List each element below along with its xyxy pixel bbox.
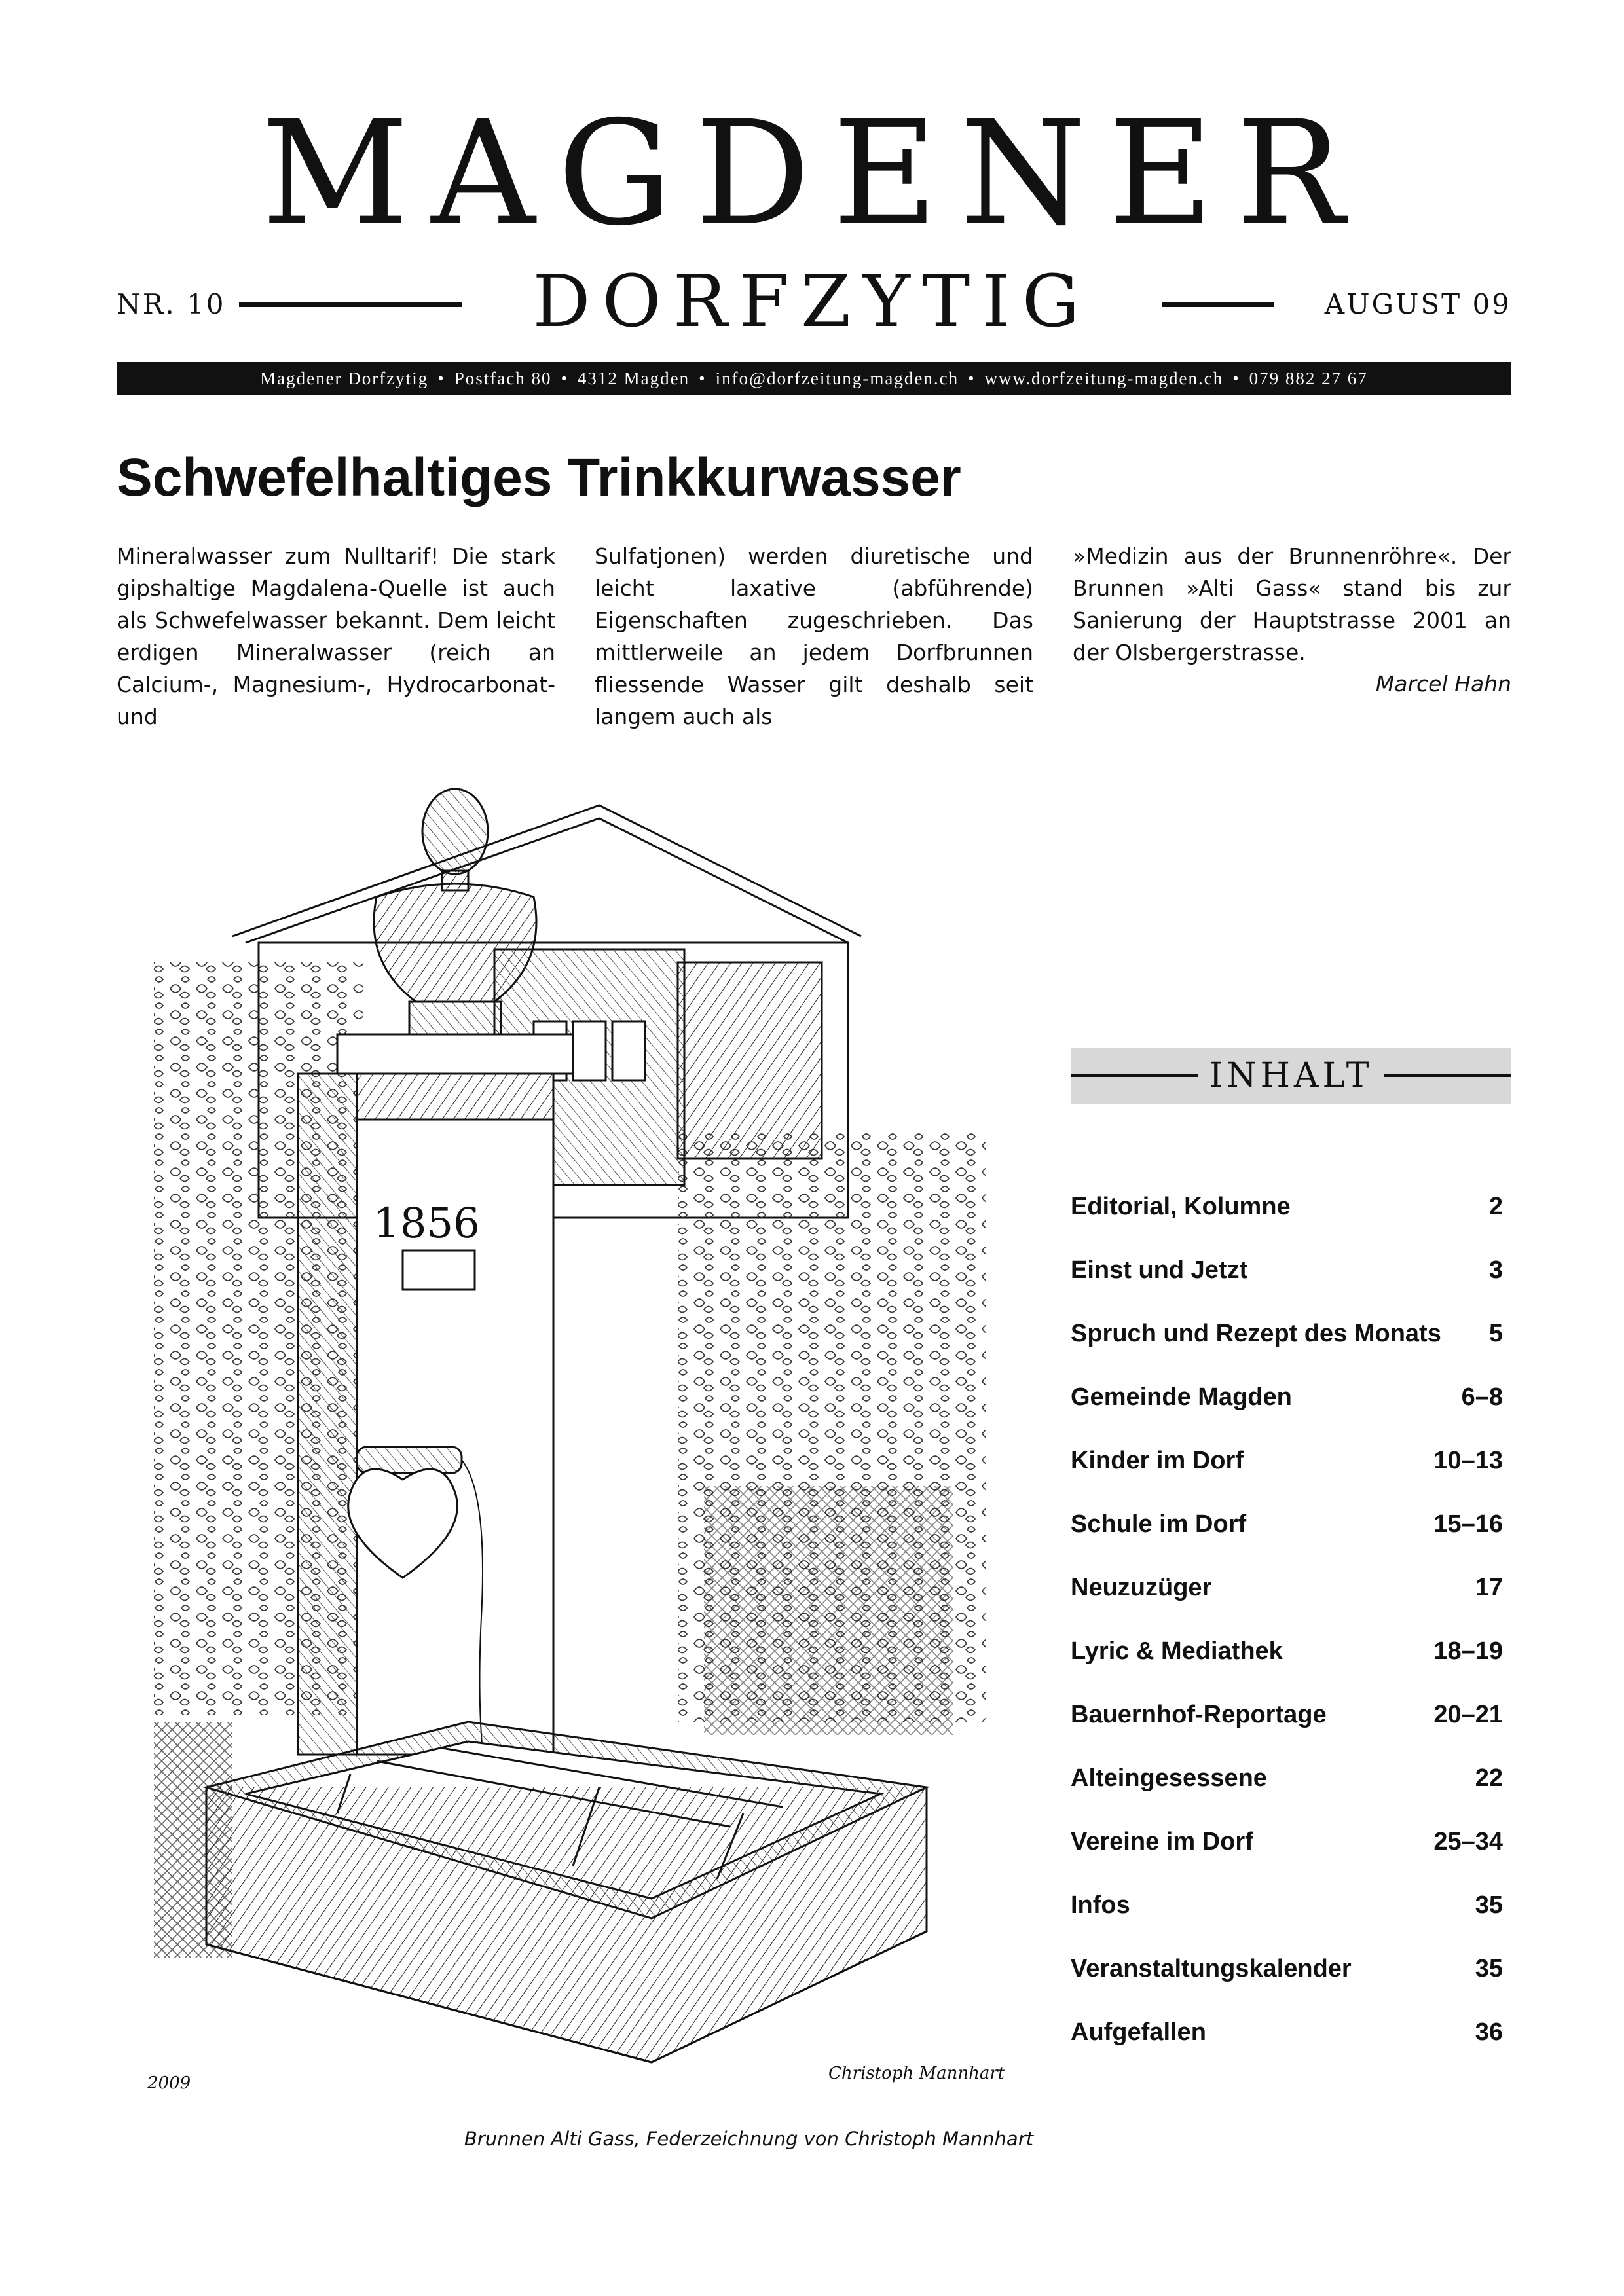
separator-dot: •	[561, 369, 568, 388]
separator-dot: •	[1232, 369, 1240, 388]
article-column-1: Mineralwasser zum Nulltarif! Die stark gipshaltige Magdalena-Quelle ist auch als Schwefelwasser bekannt. Dem leicht erdigen Mineralwasser (reich an Calcium-, Magnesium-, Hydrocarbonat- und	[117, 543, 555, 729]
contact-bar	[117, 362, 1511, 395]
drawing-signature: Christoph Mannhart	[828, 2064, 1005, 2083]
article-column-3: »Medizin aus der Brunnenröhre«. Der Brunnen »Alti Gass« stand bis zur Sanierung der Hauptstrasse 2001 an der Olsbergerstrasse.	[1073, 543, 1511, 665]
masthead-subtitle: DORFZYTIG	[532, 259, 1092, 343]
toc-item[interactable]: Gemeinde Magden 6–8	[1071, 1383, 1503, 1411]
contact-email-link[interactable]: info@dorfzeitung-magden.ch	[715, 369, 959, 388]
toc-item[interactable]: Alteingesessene 22	[1071, 1764, 1503, 1792]
toc-item[interactable]: Aufgefallen 36	[1071, 2018, 1503, 2046]
issue-date: AUGUST 09	[1324, 288, 1511, 320]
inhalt-heading: INHALT	[1071, 1048, 1511, 1104]
toc-item[interactable]: Spruch und Rezept des Monats 5	[1071, 1320, 1503, 1347]
contact-phone: 079 882 27 67	[1249, 369, 1368, 388]
article-headline: Schwefelhaltiges Trinkkurwasser	[117, 448, 961, 507]
fountain-pillar	[298, 1074, 553, 1755]
inhalt-heading-box	[1071, 1048, 1511, 1104]
fountain-basin	[206, 1722, 927, 2062]
separator-dot: •	[968, 369, 976, 388]
toc-item[interactable]: Infos 35	[1071, 1891, 1503, 1919]
separator-dot: •	[699, 369, 707, 388]
toc-item[interactable]: Veranstaltungskalender 35	[1071, 1955, 1503, 1982]
article-column-2: Sulfatjonen) werden diuretische und leicht laxative (abführende) Eigenschaften zugeschrieben. Das mittlerweile an jedem Dorfbrunnen fliessende Wasser gilt deshalb seit langem auch als	[595, 543, 1033, 729]
contact-town: 4312 Magden	[577, 369, 690, 388]
toc-item[interactable]: Vereine im Dorf 25–34	[1071, 1828, 1503, 1855]
separator-dot: •	[437, 369, 445, 388]
contact-name: Magdener Dorfzytig	[260, 369, 429, 388]
image-caption: Brunnen Alti Gass, Federzeichnung von Christoph Mannhart	[464, 2128, 1033, 2150]
toc-item[interactable]: Lyric & Mediathek 18–19	[1071, 1637, 1503, 1665]
toc-item[interactable]: Neuzuzüger 17	[1071, 1574, 1503, 1601]
fountain-year: 1856	[373, 1199, 480, 1248]
contact-web-link[interactable]: www.dorfzeitung-magden.ch	[984, 369, 1224, 388]
toc-item[interactable]: Editorial, Kolumne 2	[1071, 1193, 1503, 1220]
toc-item[interactable]: Einst und Jetzt 3	[1071, 1256, 1503, 1284]
toc-item[interactable]: Kinder im Dorf 10–13	[1071, 1447, 1503, 1474]
drawing-date: 2009	[147, 2073, 191, 2093]
toc-item[interactable]: Bauernhof-Reportage 20–21	[1071, 1701, 1503, 1728]
masthead-rule-left	[239, 302, 462, 307]
issue-number: NR. 10	[117, 288, 226, 320]
masthead-title: MAGDENER	[261, 90, 1367, 257]
table-of-contents	[1071, 1192, 1503, 2081]
contact-postbox: Postfach 80	[454, 369, 552, 388]
article-author: Marcel Hahn	[1375, 671, 1511, 697]
fountain-drawing	[141, 766, 1012, 2102]
toc-item[interactable]: Schule im Dorf 15–16	[1071, 1510, 1503, 1538]
masthead-rule-right	[1162, 302, 1274, 307]
